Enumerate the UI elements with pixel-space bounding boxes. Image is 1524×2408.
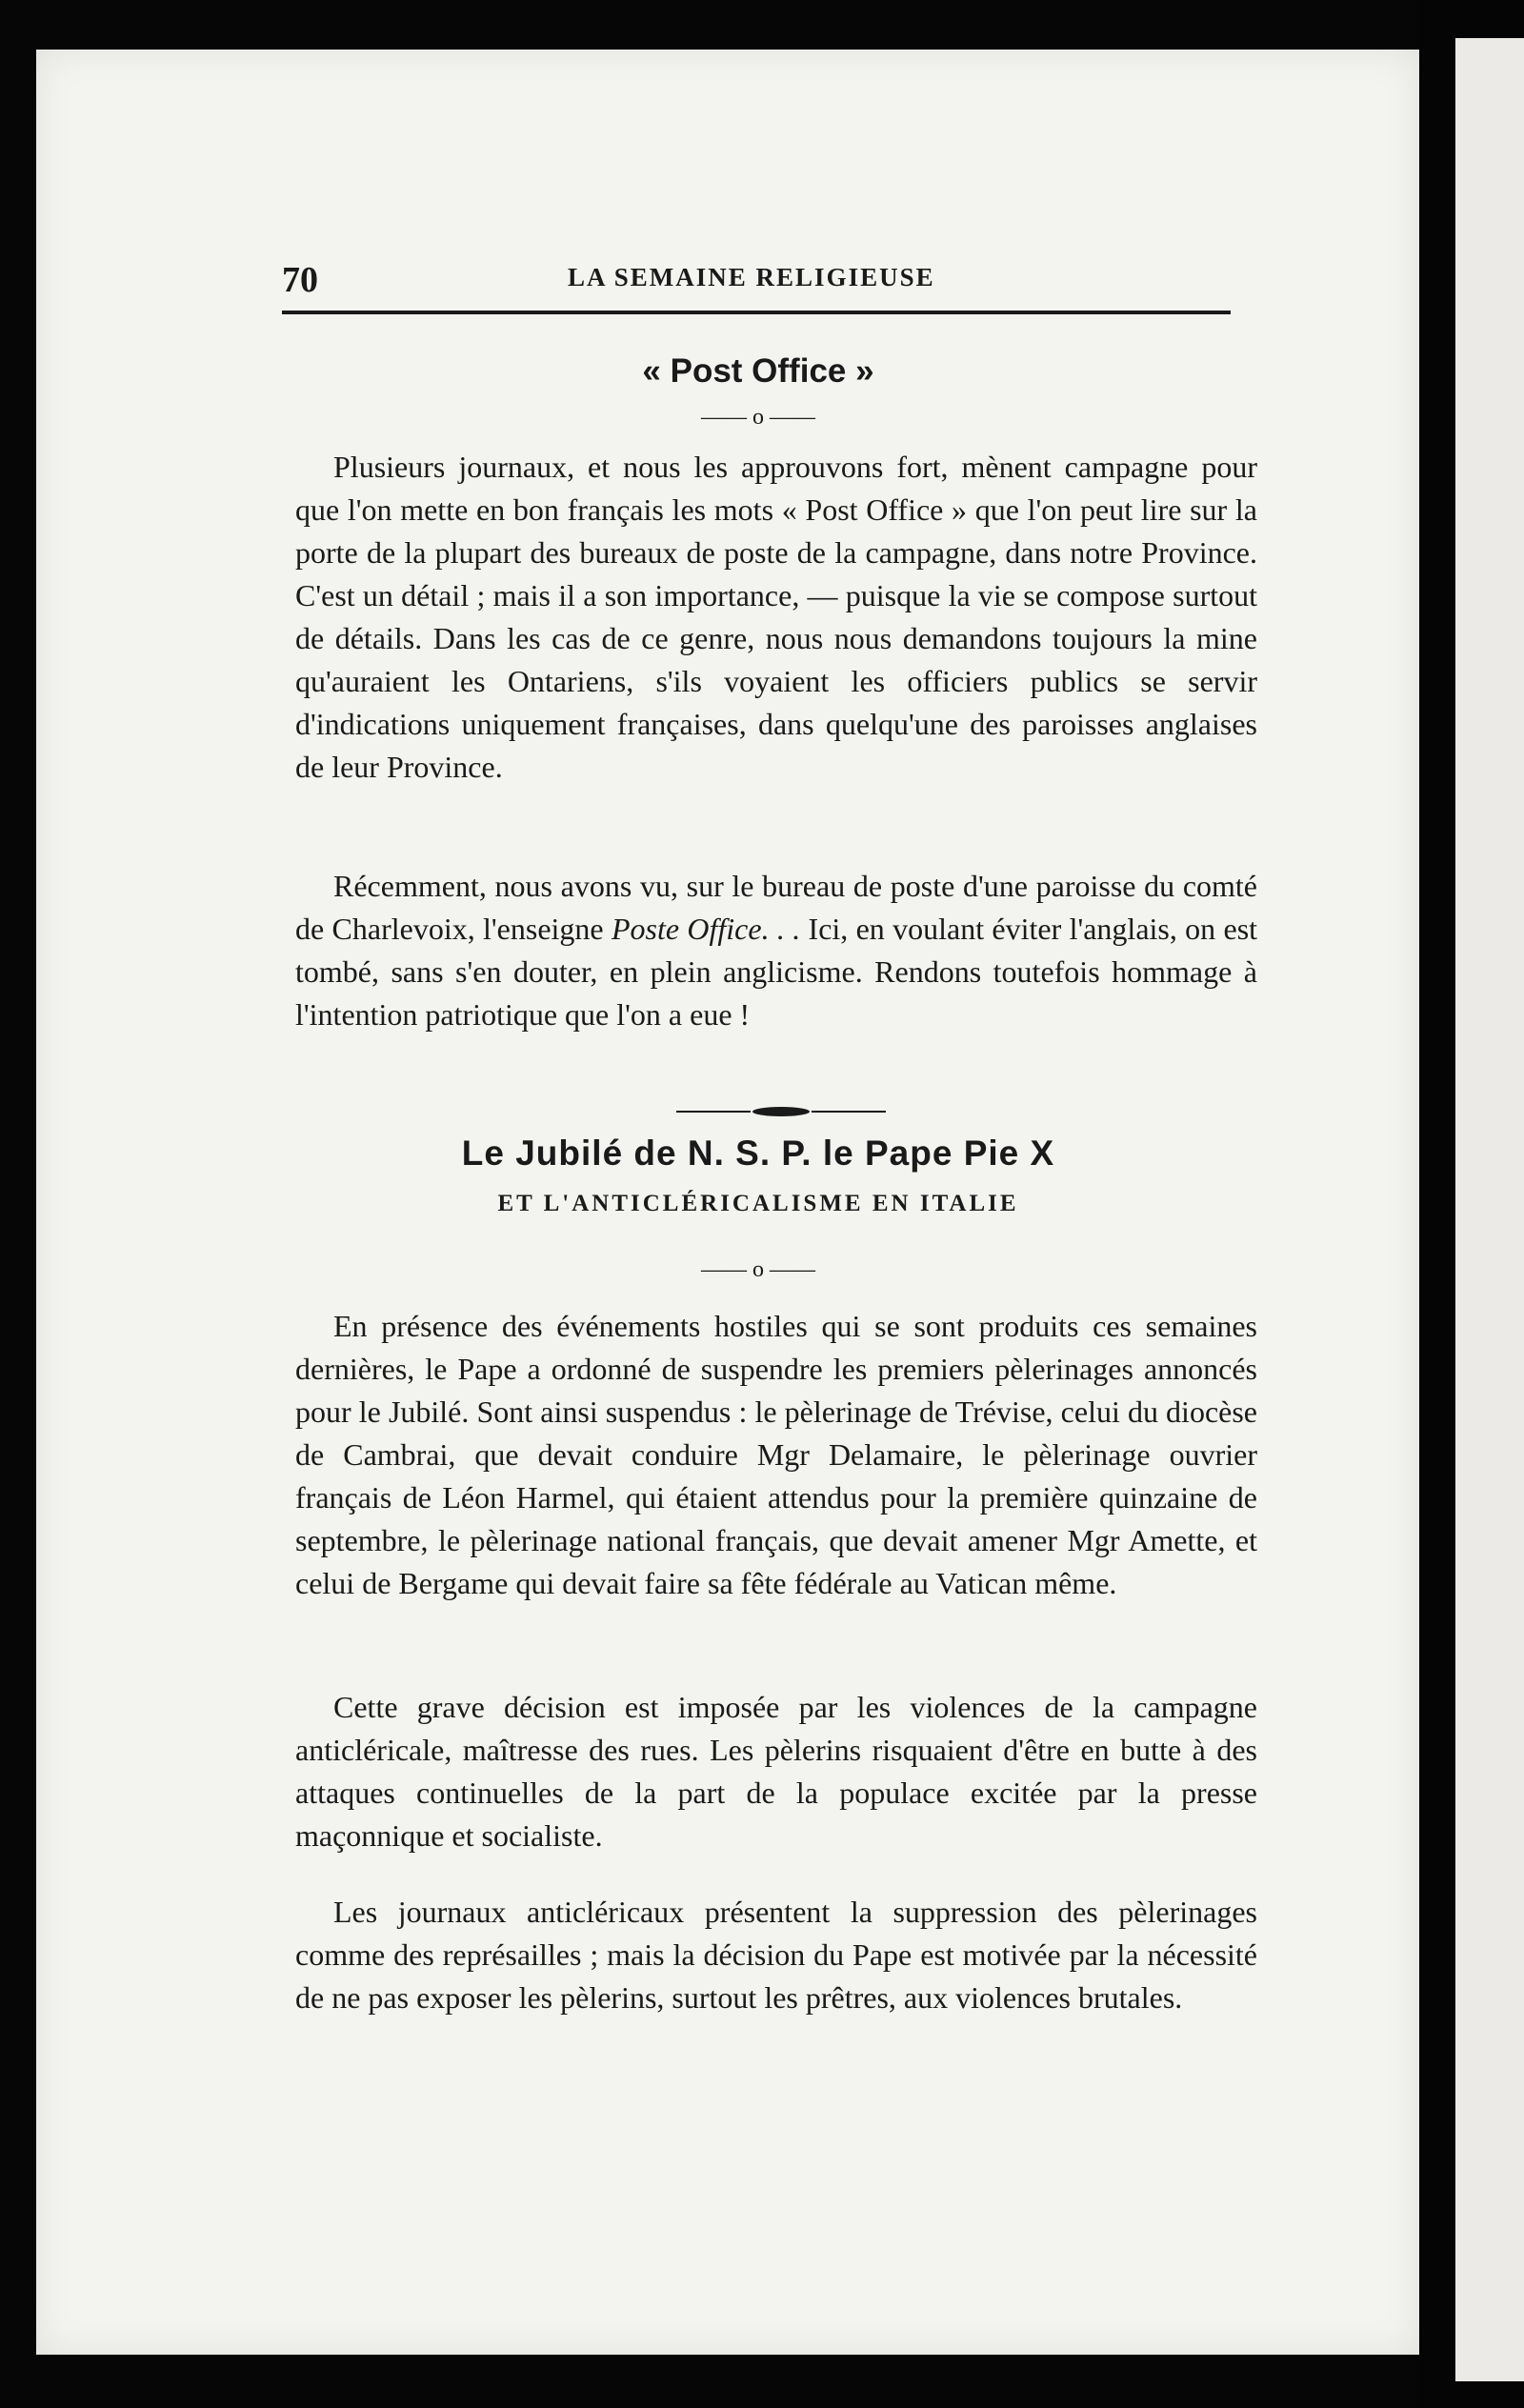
paragraph-part: Récemment, nous avons vu, sur le bureau de poste d'une paroisse du comté de Charlevoix, l'enseigne	[295, 869, 1257, 946]
header-rule	[282, 311, 1231, 314]
section-ornament	[676, 1107, 886, 1116]
ornament-line-left	[676, 1111, 751, 1113]
article-title-jubile: Le Jubilé de N. S. P. le Pape Pie X	[461, 1134, 1055, 1173]
next-page-edge	[1455, 38, 1524, 2381]
article-paragraph	[295, 446, 1257, 789]
paragraph-text: Cette grave décision est imposée par les violences de la campagne anticléricale, maîtresse des rues. Les pèlerins risquaient d'être en butte à des attaques continuelles de la part de la populace excitée par la presse maçonnique et socialiste.	[295, 1690, 1257, 1853]
paragraph-text: En présence des événements hostiles qui se sont produits ces semaines dernières, le Pape a ordonné de suspendre les premiers pèlerinages annoncés pour le Jubilé. Sont ainsi suspendus : le pèlerinage de Trévise, celui du diocèse de Cambrai, que devait conduire Mgr Delamaire, le pèlerinage ouvrier français de Léon Harmel, qui étaient attendus pour la première quinzaine de septembre, le pèlerinage national français, que devait amener Mgr Amette, et celui de Bergame qui devait faire sa fête fédérale au Vatican même.	[295, 1309, 1257, 1600]
article-paragraph	[295, 1305, 1257, 1605]
article-paragraph	[295, 1891, 1257, 2019]
page-number: 70	[282, 260, 318, 300]
ornament-line-right	[812, 1111, 886, 1113]
paragraph-text: Les journaux anticléricaux présentent la suppression des pèlerinages comme des représailles ; mais la décision du Pape est motivée par la nécessité de ne pas exposer les pèlerins, surtout les prêtres, aux violences brutales.	[295, 1895, 1257, 2015]
paragraph-part: Ici, en voulant éviter l'anglais, on est tombé, sans s'en douter, en plein anglicisme. Rendons toutefois hommage à l'intention patriotique que l'on a eue !	[295, 912, 1258, 1032]
ornament-center	[752, 1107, 810, 1116]
title-separator: —— o ——	[701, 405, 815, 430]
italic-sign-text: Poste Office. . .	[611, 912, 801, 946]
title-separator: —— o ——	[701, 1257, 815, 1282]
page-header	[282, 259, 1231, 300]
article-paragraph	[295, 1686, 1257, 1857]
article-subtitle: ET L'ANTICLÉRICALISME EN ITALIE	[497, 1191, 1019, 1216]
running-head: LA SEMAINE RELIGIEUSE	[568, 263, 935, 291]
paragraph-text: Plusieurs journaux, et nous les approuvons fort, mènent campagne pour que l'on mette en bon français les mots « Post Office » que l'on peut lire sur la porte de la plupart des bureaux de poste de la campagne, dans notre Province. C'est un détail ; mais il a son importance, — puisque la vie se compose surtout de détails. Dans les cas de ce genre, nous nous demandons toujours la mine qu'auraient les Ontariens, s'ils voyaient les officiers publics se servir d'indications uniquement françaises, dans quelqu'une des paroisses anglaises de leur Province.	[295, 450, 1257, 784]
article-title-post-office: « Post Office »	[642, 352, 874, 390]
paragraph-text	[295, 865, 1257, 1036]
article-paragraph	[295, 865, 1257, 1036]
